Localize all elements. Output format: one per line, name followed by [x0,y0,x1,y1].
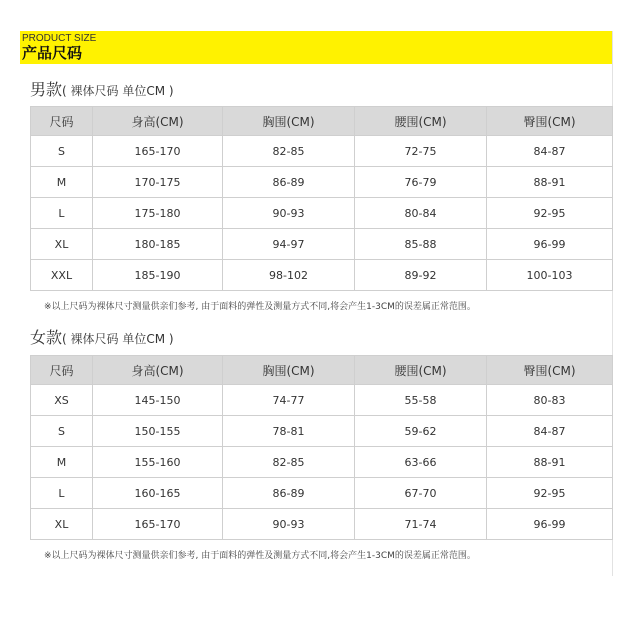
women-size-note: ※以上尺码为裸体尺寸测量供亲们参考, 由于面料的弹性及测量方式不同,将会产生1-3CM的误差属正常范围。 [44,551,476,561]
height-cell: 180-185 [93,229,223,260]
height-cell: 145-150 [93,385,223,416]
hip-cell: 80-83 [487,385,613,416]
table-row [31,229,613,260]
height-cell: 155-160 [93,447,223,478]
column-header: 腰围(CM) [355,107,487,136]
table-row [31,167,613,198]
waist-cell: 59-62 [355,416,487,447]
height-cell: 165-170 [93,509,223,540]
men-size-note: ※以上尺码为裸体尺寸测量供亲们参考, 由于面料的弹性及测量方式不同,将会产生1-3CM的误差属正常范围。 [44,302,476,312]
chest-cell: 82-85 [223,136,355,167]
column-header: 身高(CM) [93,107,223,136]
table-row [31,509,613,540]
column-header: 身高(CM) [93,356,223,385]
header-banner [20,31,612,64]
banner-title-zh: 产品尺码 [22,44,83,62]
waist-cell: 63-66 [355,447,487,478]
waist-cell: 55-58 [355,385,487,416]
chest-cell: 86-89 [223,167,355,198]
hip-cell: 88-91 [487,447,613,478]
waist-cell: 71-74 [355,509,487,540]
hip-cell: 84-87 [487,136,613,167]
column-header: 尺码 [31,107,93,136]
women-section-title [30,328,174,349]
size-cell: S [31,136,93,167]
chest-cell: 82-85 [223,447,355,478]
size-cell: XXL [31,260,93,291]
chest-cell: 98-102 [223,260,355,291]
waist-cell: 80-84 [355,198,487,229]
size-cell: XS [31,385,93,416]
hip-cell: 92-95 [487,478,613,509]
hip-cell: 88-91 [487,167,613,198]
table-row [31,416,613,447]
hip-cell: 96-99 [487,229,613,260]
column-header: 胸围(CM) [223,356,355,385]
size-cell: S [31,416,93,447]
waist-cell: 89-92 [355,260,487,291]
height-cell: 150-155 [93,416,223,447]
waist-cell: 72-75 [355,136,487,167]
size-cell: XL [31,509,93,540]
table-row [31,447,613,478]
hip-cell: 92-95 [487,198,613,229]
waist-cell: 85-88 [355,229,487,260]
waist-cell: 76-79 [355,167,487,198]
chest-cell: 78-81 [223,416,355,447]
chest-cell: 90-93 [223,509,355,540]
women-size-table [30,355,613,540]
banner-title-en: PRODUCT SIZE [22,33,97,44]
men-size-table [30,106,613,291]
column-header: 胸围(CM) [223,107,355,136]
height-cell: 170-175 [93,167,223,198]
men-subtitle: ( 裸体尺码 单位CM ) [62,84,174,98]
women-subtitle: ( 裸体尺码 单位CM ) [62,332,174,346]
size-cell: L [31,198,93,229]
column-header: 尺码 [31,356,93,385]
hip-cell: 96-99 [487,509,613,540]
column-header: 臀围(CM) [487,107,613,136]
height-cell: 160-165 [93,478,223,509]
men-title: 男款 [30,80,63,99]
size-cell: M [31,447,93,478]
table-row [31,136,613,167]
height-cell: 175-180 [93,198,223,229]
table-header-row [31,107,613,136]
table-row [31,385,613,416]
table-row [31,198,613,229]
column-header: 腰围(CM) [355,356,487,385]
column-header: 臀围(CM) [487,356,613,385]
women-title: 女款 [30,328,63,347]
men-section-title [30,80,174,101]
height-cell: 185-190 [93,260,223,291]
chest-cell: 90-93 [223,198,355,229]
table-row [31,260,613,291]
hip-cell: 100-103 [487,260,613,291]
chest-cell: 74-77 [223,385,355,416]
chest-cell: 86-89 [223,478,355,509]
table-header-row [31,356,613,385]
waist-cell: 67-70 [355,478,487,509]
height-cell: 165-170 [93,136,223,167]
chest-cell: 94-97 [223,229,355,260]
size-cell: M [31,167,93,198]
size-cell: XL [31,229,93,260]
size-cell: L [31,478,93,509]
hip-cell: 84-87 [487,416,613,447]
table-row [31,478,613,509]
